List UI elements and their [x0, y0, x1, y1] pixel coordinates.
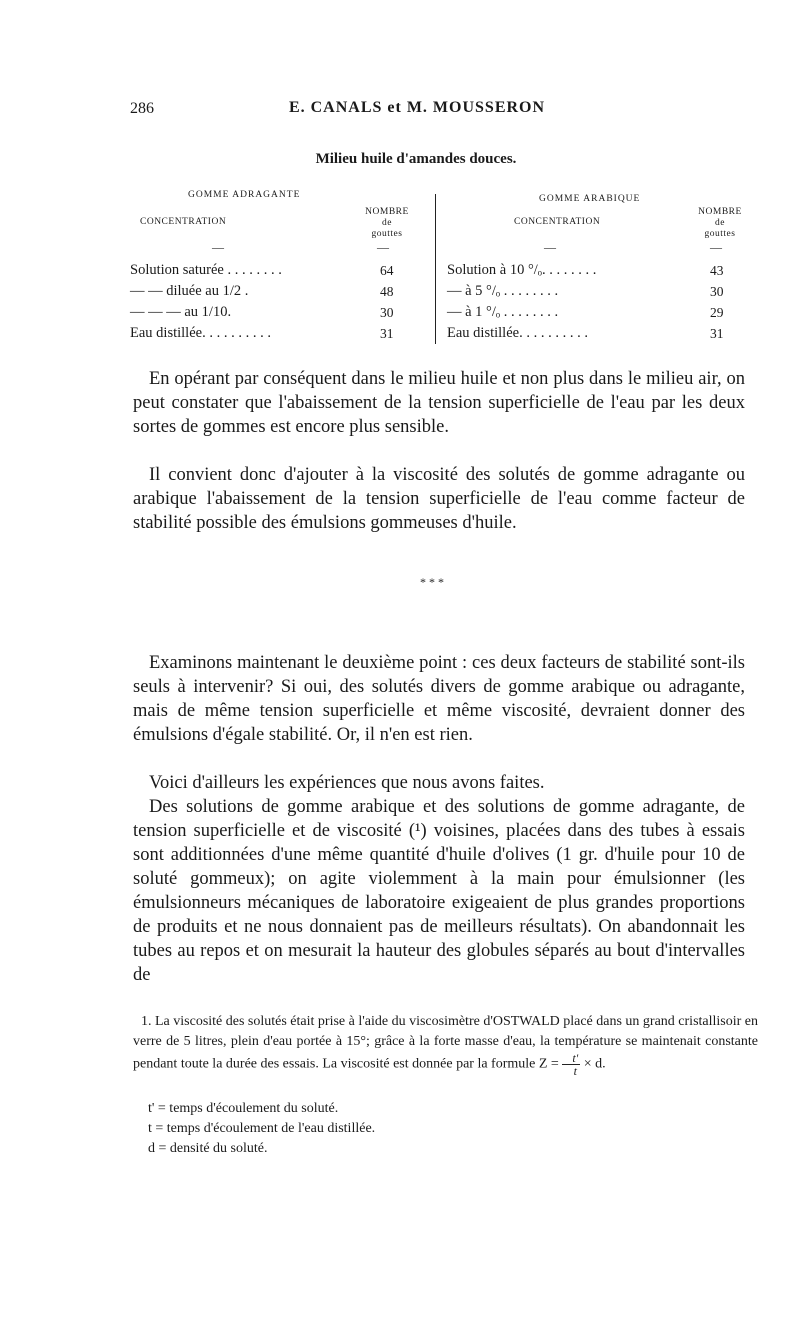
- results-table: [130, 190, 760, 340]
- table-title: Milieu huile d'amandes douces.: [315, 151, 517, 167]
- right-row-value: 31: [710, 326, 724, 341]
- right-row-label: Eau distillée. . . . . . . . . .: [447, 325, 588, 341]
- page-number: 286: [130, 100, 154, 117]
- section-separator: * * *: [420, 575, 444, 589]
- left-col-concentration: CONCENTRATION: [140, 217, 227, 227]
- left-dash-1: —: [212, 240, 224, 254]
- paragraph: En opérant par conséquent dans le milieu huile et non plus dans le milieu air, on peut constater que l'abaissement de la tension superficielle de l'eau par les deux sortes de gommes est encore plus sensible.: [133, 369, 745, 437]
- left-row-value: 48: [380, 284, 394, 299]
- left-row-label: — — — au 1/10.: [130, 304, 232, 320]
- right-row-value: 43: [710, 263, 724, 278]
- left-dash-2: —: [377, 240, 389, 254]
- formula-tail: × d.: [583, 1056, 606, 1072]
- left-row-value: 64: [380, 263, 394, 278]
- right-col-concentration: CONCENTRATION: [514, 217, 601, 227]
- right-row-label: Solution à 10 °/ₒ. . . . . . . .: [447, 262, 597, 278]
- right-row-value: 29: [710, 305, 724, 320]
- right-row-label: — à 5 °/ₒ . . . . . . . .: [447, 283, 559, 299]
- right-row-value: 30: [710, 284, 724, 299]
- footnote-definition: t' = temps d'écoulement du soluté.: [148, 1101, 339, 1116]
- footnote-definition: d = densité du soluté.: [148, 1141, 268, 1156]
- left-row-label: — — diluée au 1/2 .: [130, 283, 249, 299]
- left-row-label: Eau distillée. . . . . . . . . .: [130, 325, 271, 341]
- footnote: [133, 1012, 758, 1077]
- paragraph: Il convient donc d'ajouter à la viscosité des solutés de gomme adragante ou arabique l'abaissement de la tension superficielle de l'eau comme facteur de stabilité possible des émulsions gommeuses d'huile.: [133, 465, 745, 533]
- right-dash-1: —: [544, 240, 556, 254]
- paragraph: Des solutions de gomme arabique et des solutions de gomme adragante, de tension superficielle et de viscosité (¹) voisines, placées dans des tubes à essais sont additionnées d'une même quantité d'huile d'olives (1 gr. d'huile pour 10 de soluté gommeux); on agite violemment à la main pour émulsionner (les émulsionneurs mécaniques de laboratoire exigeaient de plus grandes proportions de produits et ne nous donnaient pas de meilleurs résultats). On abandonnait les tubes au repos et on mesurait la hauteur des globules séparés au bout d'intervalles de: [133, 797, 745, 985]
- right-dash-2: —: [710, 240, 722, 254]
- footnote-text: 1. La viscosité des solutés était prise à l'aide du viscosimètre d'OSTWALD placé dans un grand cristallisoir en verre de 5 litres, plein d'eau portée à 15°; grâce à la forte masse d'eau, la température se maintenait constante pendant toute la durée des essais. La viscosité est donnée par la formule Z =: [133, 1014, 758, 1072]
- paragraph: Examinons maintenant le deuxième point : ces deux facteurs de stabilité sont-ils seuls à intervenir? Si oui, des solutés divers de gomme arabique ou adragante, mais de même tension superficielle et même viscosité, devraient donner des émulsions d'égale stabilité. Or, il n'en est rien.: [133, 653, 745, 745]
- viscosity-formula: $\frac{t'}{t}$: [562, 1052, 580, 1077]
- column-divider: [435, 194, 436, 344]
- paragraph: Voici d'ailleurs les expériences que nous avons faites.: [149, 773, 545, 793]
- left-col-count: NOMBRE de gouttes: [365, 207, 409, 239]
- left-row-value: 30: [380, 305, 394, 320]
- footnote-definition: t = temps d'écoulement de l'eau distillée.: [148, 1121, 376, 1136]
- left-row-label: Solution saturée . . . . . . . .: [130, 262, 282, 278]
- left-caption: GOMME ADRAGANTE: [188, 190, 301, 200]
- right-row-label: — à 1 °/ₒ . . . . . . . .: [447, 304, 559, 320]
- right-col-count: NOMBRE de gouttes: [698, 207, 742, 239]
- left-row-value: 31: [380, 326, 394, 341]
- running-title: E. CANALS et M. MOUSSERON: [288, 99, 546, 116]
- right-caption: GOMME ARABIQUE: [539, 194, 641, 204]
